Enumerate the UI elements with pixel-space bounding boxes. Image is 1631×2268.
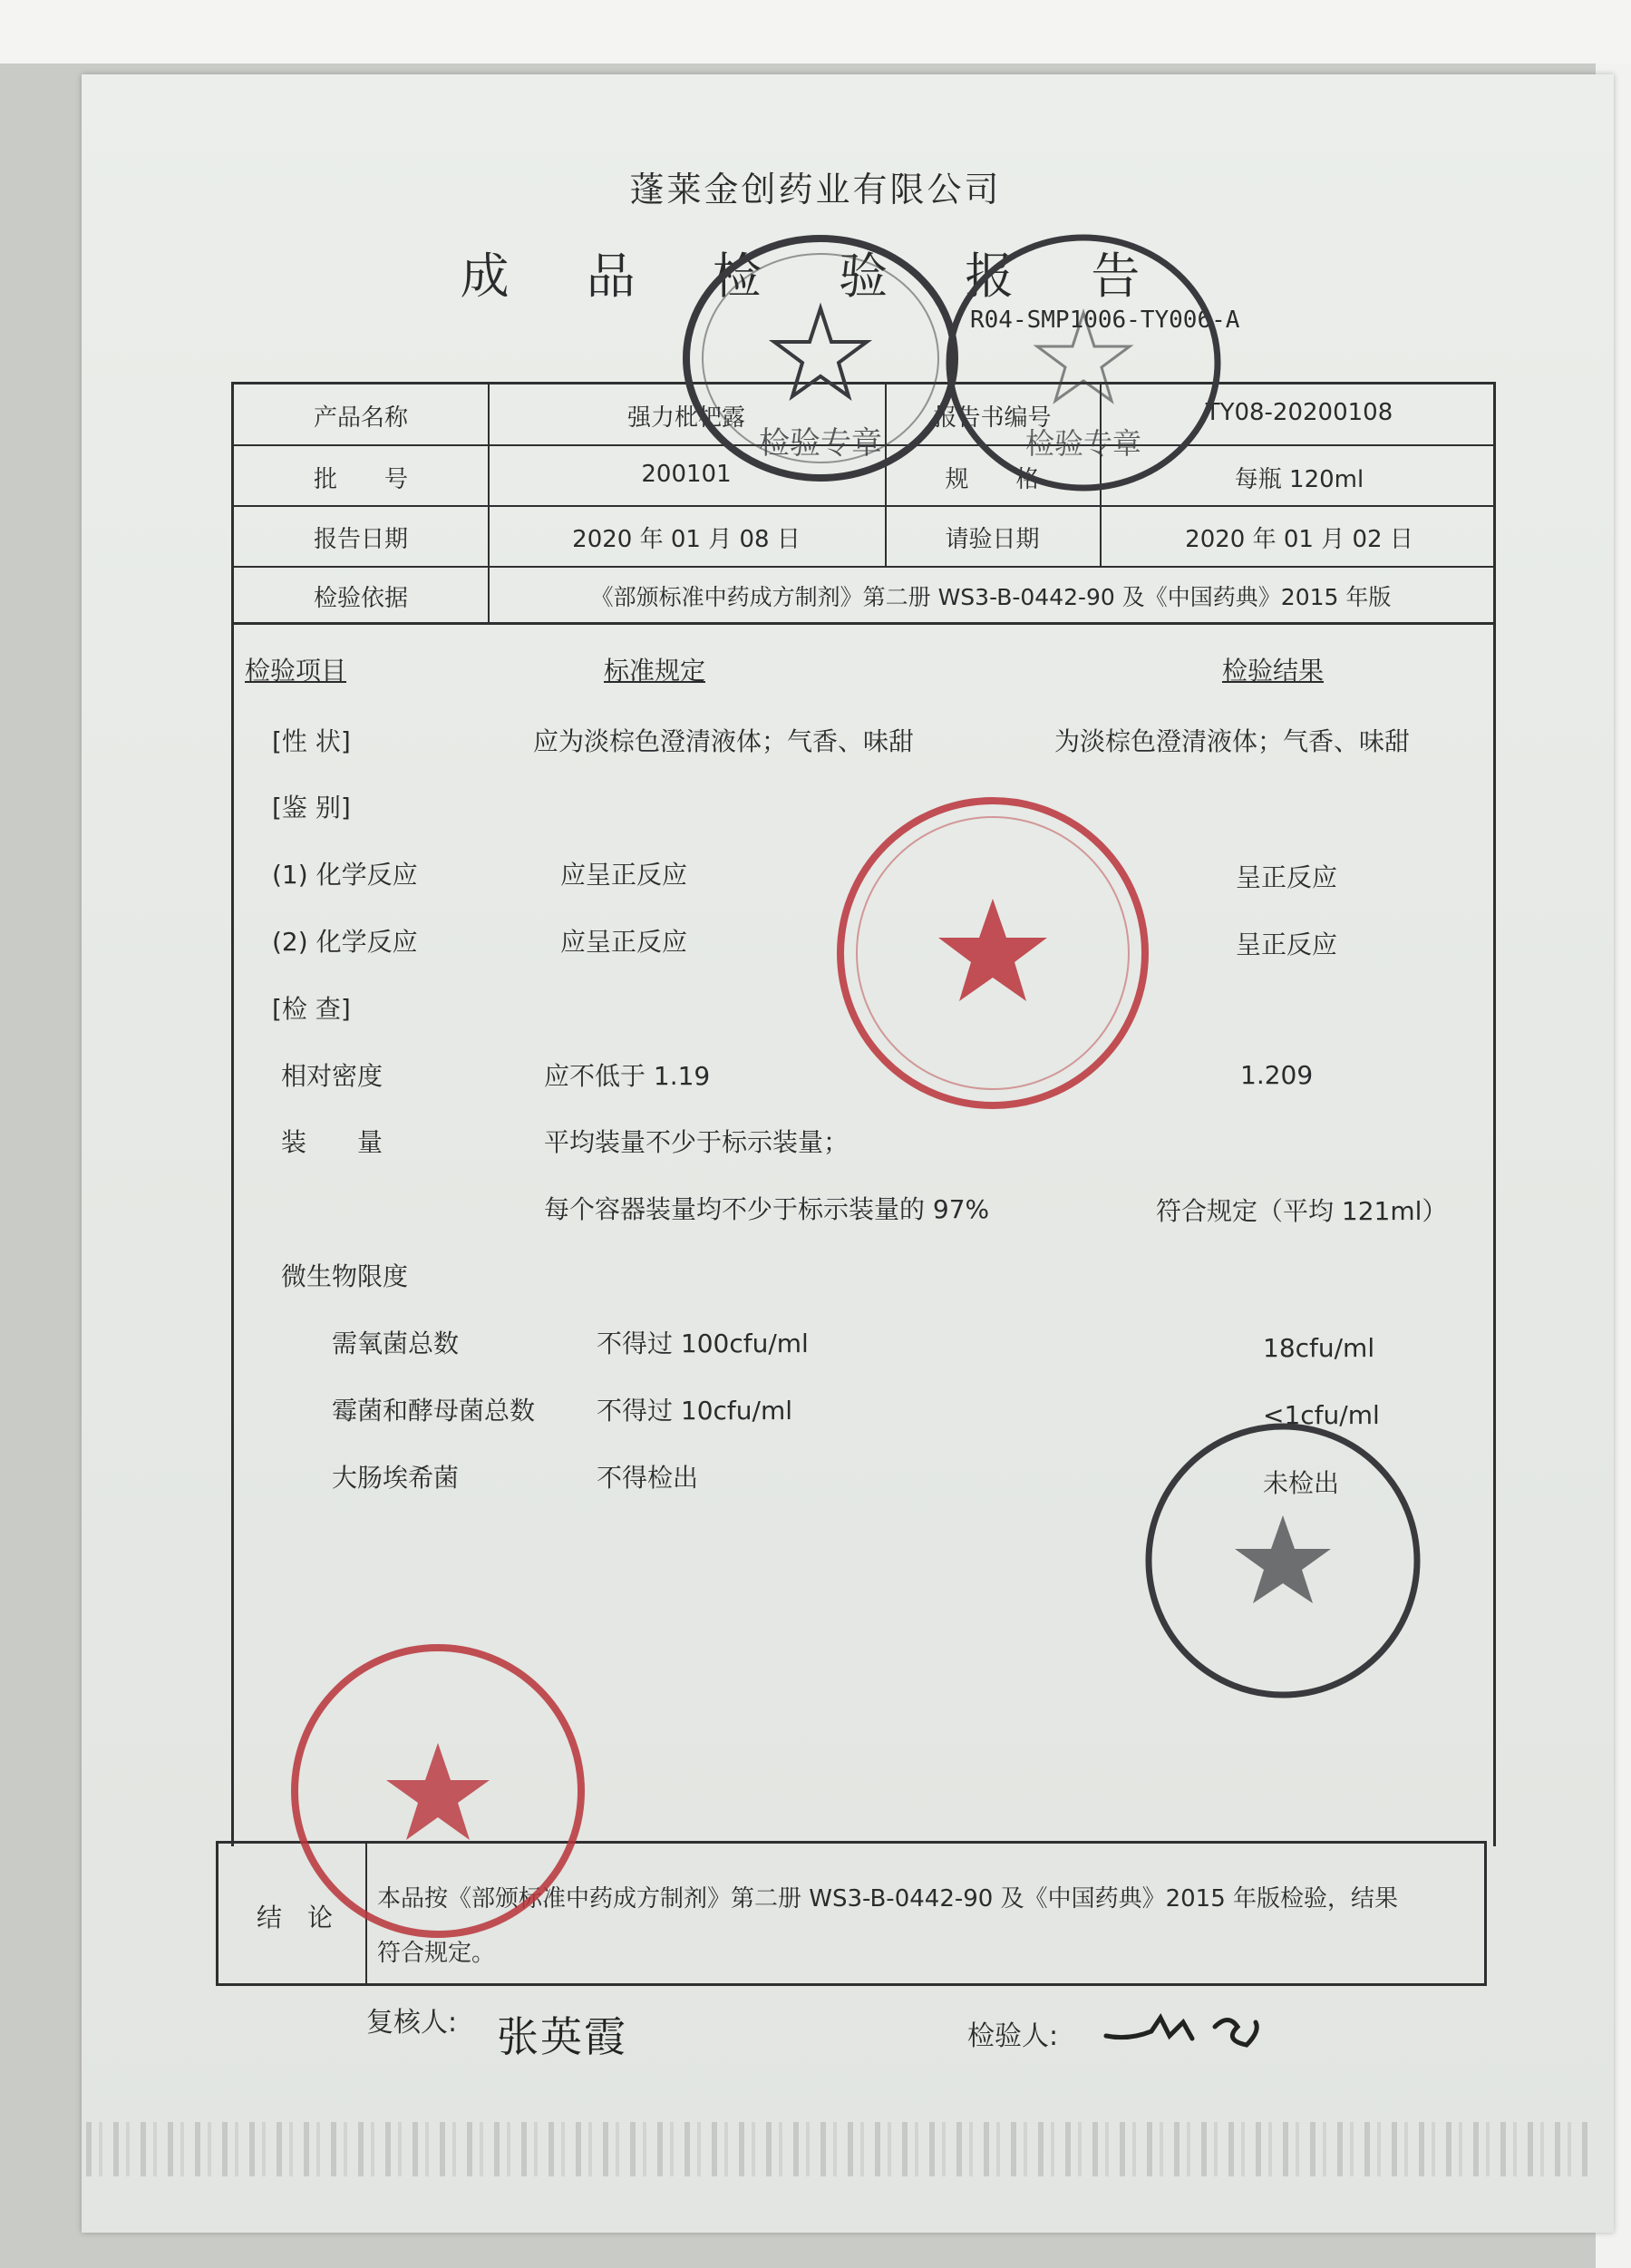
report-date-value: 2020 年 01 月 08 日 bbox=[572, 526, 801, 553]
request-date-value: 2020 年 01 月 02 日 bbox=[1185, 526, 1413, 553]
company-name: 蓬莱金创药业有限公司 bbox=[629, 170, 1002, 209]
spec-value: 每瓶 120ml bbox=[1234, 466, 1364, 493]
chem1-standard: 应呈正反应 bbox=[560, 860, 688, 890]
aerobic-count-label: 需氧菌总数 bbox=[332, 1329, 460, 1358]
conclusion-text-line1: 本品按《部颁标准中药成方制剂》第二册 WS3-B-0442-90 及《中国药典》2015 年版检验，结果 bbox=[377, 1885, 1399, 1913]
chem1-result: 呈正反应 bbox=[1236, 862, 1338, 892]
reviewer-label: 复核人: bbox=[366, 2007, 458, 2039]
chem2-label: (2) 化学反应 bbox=[272, 927, 418, 957]
report-title: 成 品 检 验 报 告 bbox=[460, 248, 1171, 305]
appearance-result: 为淡棕色澄清液体；气香、味甜 bbox=[1054, 726, 1411, 756]
ecoli-result: 未检出 bbox=[1263, 1468, 1340, 1498]
basis-label: 检验依据 bbox=[313, 585, 408, 612]
density-standard: 应不低于 1.19 bbox=[544, 1061, 711, 1091]
chem2-standard: 应呈正反应 bbox=[560, 927, 688, 957]
document-number: R04-SMP1006-TY006-A bbox=[970, 307, 1240, 334]
product-name-label: 产品名称 bbox=[313, 404, 408, 432]
batch-value: 200101 bbox=[641, 461, 732, 488]
inspector-label: 检验人: bbox=[967, 2020, 1059, 2052]
ecoli-label: 大肠埃希菌 bbox=[332, 1463, 460, 1493]
mold-yeast-standard: 不得过 10cfu/ml bbox=[597, 1396, 793, 1426]
column-header-standard: 标准规定 bbox=[604, 656, 706, 686]
dachuang-seal-stamp bbox=[834, 794, 1151, 1112]
conclusion-label: 结 论 bbox=[257, 1903, 334, 1932]
aerobic-count-result: 18cfu/ml bbox=[1263, 1333, 1375, 1363]
mold-yeast-label: 霉菌和酵母菌总数 bbox=[332, 1396, 536, 1426]
report-date-label: 报告日期 bbox=[313, 526, 408, 553]
scan-top-band bbox=[0, 0, 1631, 63]
batch-label: 批 号 bbox=[313, 466, 408, 493]
row-divider bbox=[234, 566, 1493, 568]
basis-value: 《部颁标准中药成方制剂》第二册 WS3-B-0442-90 及《中国药典》2015 年版 bbox=[590, 584, 1392, 610]
appearance-label: [性 状] bbox=[272, 726, 351, 756]
column-header-result: 检验结果 bbox=[1222, 656, 1325, 686]
scan-noise-band bbox=[86, 2122, 1591, 2176]
ecoli-standard: 不得检出 bbox=[597, 1463, 699, 1493]
chem2-result: 呈正反应 bbox=[1236, 930, 1338, 959]
report-no-label: 报告书编号 bbox=[933, 404, 1052, 432]
chem1-label: (1) 化学反应 bbox=[272, 860, 418, 890]
report-no-value: TY08-20200108 bbox=[1205, 399, 1393, 426]
density-result: 1.209 bbox=[1240, 1060, 1314, 1090]
inspector-signature-scribble bbox=[1102, 1995, 1283, 2068]
reviewer-signature: 张英霞 bbox=[497, 2012, 627, 2061]
jinchuang-seal-stamp bbox=[680, 231, 961, 485]
sanhuan-seal-stamp-bottom bbox=[288, 1641, 587, 1941]
svg-text:检验专章: 检验专章 bbox=[1024, 426, 1142, 461]
inspection-label: [检 查] bbox=[272, 994, 351, 1024]
svg-text:检验专章: 检验专章 bbox=[759, 425, 882, 462]
fill-standard-line2: 每个容器装量均不少于标示装量的 97% bbox=[544, 1194, 990, 1224]
spec-label: 规 格 bbox=[945, 466, 1040, 493]
conclusion-text-line2: 符合规定。 bbox=[377, 1940, 496, 1967]
sanhuan-seal-stamp-mid bbox=[1142, 1420, 1423, 1701]
microbial-limit-label: 微生物限度 bbox=[281, 1261, 409, 1291]
appearance-standard: 应为淡棕色澄清液体；气香、味甜 bbox=[533, 726, 915, 756]
product-name-value: 强力枇杷露 bbox=[626, 404, 745, 432]
identification-label: [鉴 别] bbox=[272, 793, 351, 823]
fill-standard-line1: 平均装量不少于标示装量； bbox=[544, 1127, 849, 1157]
aerobic-count-standard: 不得过 100cfu/ml bbox=[597, 1329, 809, 1358]
mold-yeast-result: <1cfu/ml bbox=[1263, 1400, 1380, 1430]
row-divider bbox=[234, 505, 1493, 507]
fill-result: 符合规定（平均 121ml） bbox=[1156, 1196, 1448, 1226]
fill-label: 装 量 bbox=[281, 1127, 383, 1157]
density-label: 相对密度 bbox=[281, 1061, 383, 1091]
column-header-item: 检验项目 bbox=[245, 656, 347, 686]
sanhuan-seal-stamp-top bbox=[943, 231, 1224, 494]
request-date-label: 请验日期 bbox=[945, 526, 1040, 553]
